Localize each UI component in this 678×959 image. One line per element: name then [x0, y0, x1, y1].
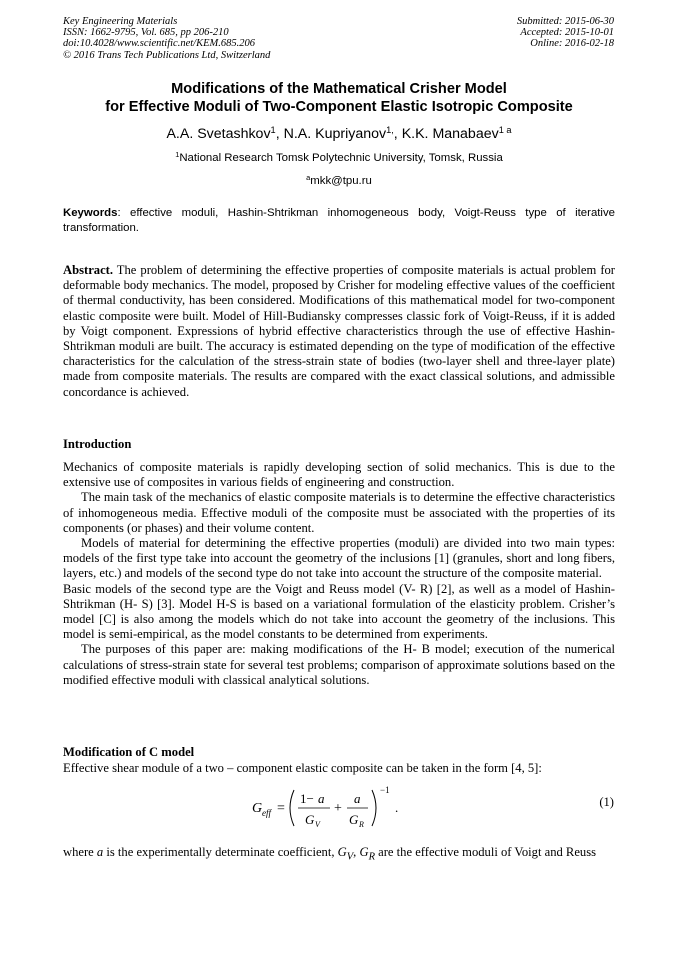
journal-name: Key Engineering Materials — [63, 16, 178, 27]
eq-num1: 1− — [300, 791, 314, 806]
author-3: K.K. Manabaev — [401, 126, 499, 142]
keywords — [63, 206, 615, 235]
email-mark: a — [306, 172, 311, 182]
equation-1 — [250, 782, 450, 834]
eq-period: . — [395, 800, 399, 815]
eq-lhs: G — [252, 801, 263, 816]
equation-number: (1) — [599, 795, 614, 809]
abstract-label: Abstract. — [63, 263, 114, 277]
modification-intro: Effective shear module of a two – component elastic composite can be taken in the form [4, 5]: — [63, 761, 542, 775]
eq-den2-sub: R — [359, 820, 364, 829]
author-separator: , — [393, 126, 402, 142]
author-1-affil: 1 — [270, 124, 276, 135]
paragraph: Models of material for determining the effective properties (moduli) are divided into two main types: models of the first type take into account the geometry of the inclusions [1] (granules, short and long fibers, layers, etc.) and models of the second type do not take into account the structure of the composite material. — [63, 536, 615, 581]
keywords-text: : effective moduli, Hashin-Shtrikman inhomogeneous body, Voigt-Reuss type of iterative transformation. — [63, 207, 615, 234]
var-gr: G — [359, 845, 369, 859]
section-title-introduction: Introduction — [63, 437, 132, 451]
contact-email — [40, 174, 638, 188]
eq-num2: a — [354, 791, 361, 806]
paper-title — [40, 80, 638, 116]
journal-issn: ISSN: 1662-9795, Vol. 685, pp 206-210 — [63, 27, 229, 39]
eq-equals: = — [277, 801, 285, 816]
author-2: N.A. Kupriyanov — [283, 126, 387, 142]
section-title-modification: Modification of C model — [63, 745, 195, 759]
journal-info — [63, 16, 270, 61]
paragraph: The main task of the mechanics of elastic composite materials is to determine the effective characteristics of inhomogeneous media. Effective moduli of the composite must be associated with the properties of its components (or phases) and their volume content. — [63, 490, 615, 535]
var-gv-sub: V — [346, 851, 354, 863]
eq-left-paren — [290, 790, 294, 826]
text-run: are the effective moduli of Voigt and Reuss — [374, 845, 597, 859]
eq-plus: + — [334, 801, 342, 816]
eq-den2: G — [349, 812, 359, 827]
var-gr-sub: R — [368, 851, 375, 863]
author-separator: , — [275, 126, 284, 142]
author-list — [40, 125, 638, 143]
paragraph: Mechanics of composite materials is rapidly developing section of solid mechanics. This is due to the extensive use of composites in various fields of engineering and construction. — [63, 460, 615, 490]
author-1: A.A. Svetashkov — [166, 126, 271, 142]
title-line-2: for Effective Moduli of Two-Component Elastic Isotropic Composite — [105, 99, 573, 115]
equation-explanation — [63, 845, 615, 865]
paragraph: The purposes of this paper are: making modifications of the H- B model; execution of the numerical calculations of stress-strain state for several test problems; comparison of approximate solutions based on the modified effective moduli with classical analytical solutions. — [63, 642, 615, 687]
paragraph: Basic models of the second type are the Voigt and Reuss model (V- R) [2], as well as a model of Hashin-Shtrikman (H- S) [3]. Model H-S is based on a variational formulation of the elasticity problem. Crisher’s model [C] is also among the models which do not take into account the geometry of the inclusions. This model is semi-empirical, as the model constants to be determined from experiments. — [63, 581, 615, 642]
journal-copyright: © 2016 Trans Tech Publications Ltd, Switzerland — [63, 49, 271, 61]
eq-num1-a: a — [318, 791, 325, 806]
text-run: where — [63, 845, 97, 859]
submission-dates — [517, 16, 614, 50]
email-address: mkk@tpu.ru — [310, 175, 372, 187]
var-a: a — [96, 845, 104, 859]
online-date: Online: 2016-02-18 — [530, 38, 614, 50]
keywords-label: Keywords — [63, 207, 118, 219]
introduction-body — [63, 460, 615, 688]
affiliation — [40, 151, 638, 165]
text-run: , — [353, 845, 360, 859]
author-3-affil: 1 a — [498, 124, 512, 135]
title-line-1: Modifications of the Mathematical Crisher Model — [171, 81, 507, 97]
abstract — [63, 263, 615, 400]
journal-doi: doi:10.4028/www.scientific.net/KEM.685.206 — [63, 38, 255, 50]
var-gv: G — [337, 845, 347, 859]
text-run: is the experimentally determinate coefficient, — [103, 845, 338, 859]
submitted-date: Submitted: 2015-06-30 — [516, 16, 614, 27]
affiliation-mark: 1 — [175, 149, 180, 159]
eq-exponent: −1 — [380, 785, 390, 795]
eq-lhs-sub: eff — [262, 808, 271, 818]
abstract-text: The problem of determining the effective properties of composite materials is actual problem for deformable body mechanics. The model, proposed by Crisher for modeling effective values of the coefficient of thermal conductivity, has been considered. Modifications of this mathematical model for two-component elastic composite were built. Model of Hill-Budiansky compresses classic fork of Voigt-Reuss, if it is added by Voigt component. Expressions of hybrid effective characteristics through the use of effective Hashin-Shtrikman moduli are built. The accuracy is estimated depending on the type of modification of the effective characteristics for the calculation of the stress-strain state of bodies (two-layer shell and three-layer plate) made from composite materials. The results are compared with the exact classical solutions, and admissible concordance is achieved. — [63, 263, 615, 399]
eq-den1: G — [305, 812, 315, 827]
accepted-date: Accepted: 2015-10-01 — [520, 27, 614, 39]
eq-right-paren — [372, 790, 376, 826]
affiliation-text: National Research Tomsk Polytechnic University, Tomsk, Russia — [179, 152, 503, 164]
eq-den1-sub: V — [315, 820, 320, 829]
author-2-affil: 1, — [386, 124, 394, 135]
